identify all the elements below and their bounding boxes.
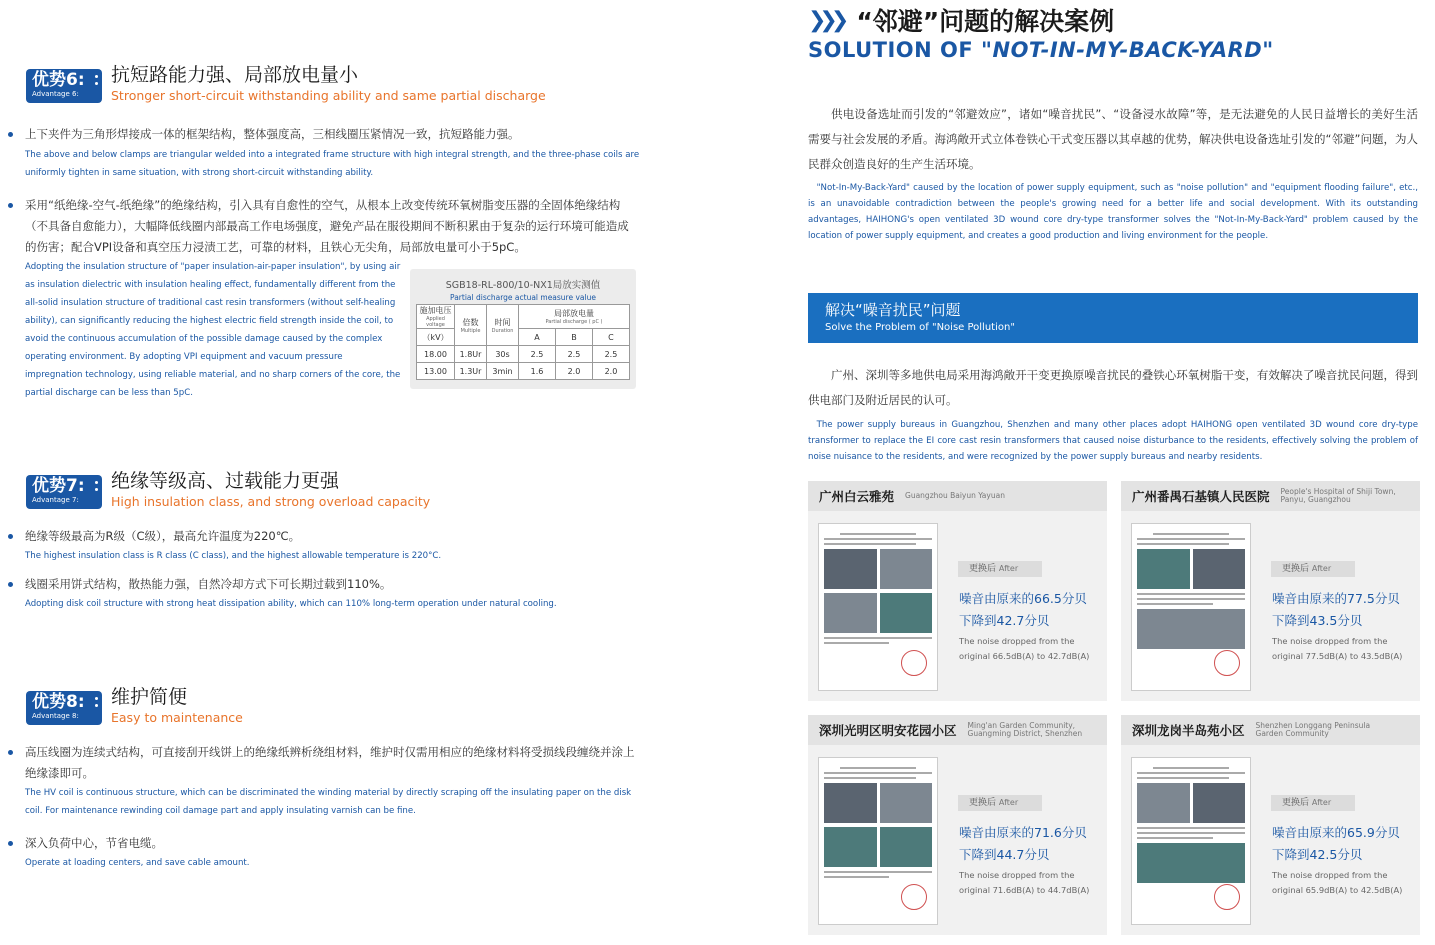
bullet-icon [8, 203, 13, 208]
badge-label-cn: 优势8: [32, 692, 85, 712]
point-text-en: Operate at loading centers, and save cable amount. [25, 858, 250, 868]
section-title-cn: “邻避”问题的解决案例 [856, 7, 1115, 36]
noise-before: 噪音由原来的71.6分贝 [959, 825, 1087, 840]
point-text-cn: 深入负荷中心，节省电缆。 [25, 836, 163, 850]
intro-paragraph [808, 102, 1418, 244]
after-tag: 更换后 After [1271, 795, 1355, 811]
advantage-8-point-2 [8, 833, 640, 872]
test-report-image [1131, 757, 1251, 925]
advantage-7-title-cn: 绝缘等级高、过载能力更强 [111, 470, 340, 492]
noise-before: 噪音由原来的77.5分贝 [1272, 591, 1400, 606]
point-text-en: Adopting the insulation structure of "paper insulation-air-paper insulation", by using air as insulation dielectric with insulation healing effect, fundamentally different from the all-solid insulation structure of traditional cast resin transformers (without self-healing ability), can significantly reducing the highest electric field strength inside the coil, to avoid the continuous accumulation of the possible damage caused by the complex operating environment. By adopting VPI equipment and vacuum pressure impregnation technology, using reliable material, and no sharp corners of the core, the partial discharge can be less than 5pC. [25, 262, 401, 398]
point-text-cn: 上下夹件为三角形焊接成一体的框架结构，整体强度高，三相线圈压紧情况一致，抗短路能力强。 [25, 127, 520, 141]
after-tag: 更换后 After [1271, 561, 1355, 577]
case-name: 广州番禺石基镇人民医院 [1132, 489, 1270, 504]
badge-label-en: Advantage 8: [32, 712, 79, 720]
advantage-7-header [26, 470, 431, 510]
noise-result-en: The noise dropped from the original 66.5dB(A) to 42.7dB(A) [959, 636, 1090, 661]
advantage-7-title-en: High insulation class, and strong overload capacity [111, 494, 431, 509]
advantage-8-point-1 [8, 742, 640, 820]
advantage-6-header [26, 64, 546, 104]
banner-title-cn: 解决“噪音扰民”问题 [825, 301, 961, 319]
case-subtitle: Shenzhen Longgang Peninsula Garden Community [1255, 721, 1371, 738]
table-caption-en: Partial discharge actual measure value [450, 293, 596, 302]
table-cell: 2.5 [519, 346, 556, 363]
banner-title-en: Solve the Problem of "Noise Pollution" [825, 322, 1015, 333]
advantage-7-badge [26, 475, 102, 509]
noise-after: 下降到42.5分贝 [1272, 847, 1363, 862]
advantage-7-point-1 [8, 526, 640, 565]
point-text-en: The HV coil is continuous structure, which can be discriminated the winding material by directly scraping off the insulating paper on the disk coil. For maintenance rewinding coil damage part and apply insulating varnish can be fine. [25, 788, 632, 816]
noise-before: 噪音由原来的65.9分贝 [1272, 825, 1400, 840]
point-text-cn: 高压线圈为连续式结构，可直接刮开线饼上的绝缘纸辨析绕组材料，维护时仅需用相应的绝缘材料将受损线段缠绕并涂上绝缘漆即可。 [25, 745, 635, 780]
case-name: 深圳光明区明安花园小区 [819, 723, 957, 738]
table-cell: 1.6 [519, 363, 556, 380]
seal-stamp [901, 884, 927, 910]
badge-label-en: Advantage 7: [32, 496, 79, 504]
test-report-image [1131, 523, 1251, 691]
bullet-icon [8, 750, 13, 755]
badge-label-cn: 优势7: [32, 476, 85, 496]
noise-paragraph [808, 363, 1418, 465]
table-cell: 3min [487, 363, 519, 380]
noise-text-cn: 广州、深圳等多地供电局采用海鸿敞开干变更换原噪音扰民的叠铁心环氧树脂干变，有效解决了噪音扰民问题，得到供电部门及附近居民的认可。 [808, 368, 1418, 407]
bullet-icon [8, 534, 13, 539]
header-voltage: 施加电压 Applied voltage [417, 305, 455, 329]
noise-after: 下降到44.7分贝 [959, 847, 1050, 862]
bullet-icon [8, 841, 13, 846]
header-kv: （kV） [417, 329, 455, 346]
after-tag: 更换后 After [958, 561, 1042, 577]
table-cell: 2.0 [592, 363, 629, 380]
table-cell: 1.8Ur [455, 346, 487, 363]
table-cell: 30s [487, 346, 519, 363]
seal-stamp [1214, 650, 1240, 676]
after-tag: 更换后 After [958, 795, 1042, 811]
noise-after: 下降到42.7分贝 [959, 613, 1050, 628]
table-row [417, 346, 630, 363]
advantage-6-point-1 [8, 124, 640, 182]
intro-text-en: "Not-In-My-Back-Yard" caused by the location of power supply equipment, such as "noise pollution" and "equipment flooding failure", etc., is an unavoidable contradiction between the people's growing need for a better life and social development. With its outstanding advantages, HAIHONG's open ventilated 3D wound core dry-type transformer solves the "Not-In-My-Back-Yard" problem caused by the location of power supply equipment, and creates a good production and living environment for the people. [808, 183, 1418, 241]
seal-stamp [901, 650, 927, 676]
case-subtitle: Guangzhou Baiyun Yayuan [905, 491, 1005, 500]
header-phase-c: C [592, 329, 629, 346]
noise-text-en: The power supply bureaus in Guangzhou, Shenzhen and many other places adopt HAIHONG open ventilated 3D wound core dry-type transformer to replace the EI core cast resin transformers that caused noise disturbance to the residents, effectively solving the problem of noise nuisance to the residents, and were recognized by the power supply bureaus and nearby residents. [808, 420, 1418, 462]
point-text-en: The above and below clamps are triangular welded into a integrated frame structure with high integral strength, and the three-phase coils are uniformly tighten in same situation, with strong short-circuit withstanding ability. [25, 150, 640, 178]
advantage-7-point-2 [8, 574, 640, 613]
table-row [417, 363, 630, 380]
noise-solution-banner [808, 293, 1418, 343]
table-cell: 1.3Ur [455, 363, 487, 380]
point-text-cn: 采用“纸绝缘-空气-纸绝缘”的绝缘结构，引入具有自愈性的空气，从根本上改变传统环氧树脂变压器的全固体绝缘结构（不具备自愈能力），大幅降低线圈内部最高工作电场强度，避免产品在服役期间不断积累由于复杂的运行环境可能造成的伤害；配合VPI设备和真空压力浸渍工艺，可靠的材料，且铁心无尖角，局部放电量可小于5pC。 [25, 198, 629, 254]
noise-result-en: The noise dropped from the original 65.9dB(A) to 42.5dB(A) [1272, 870, 1403, 895]
header-phase-b: B [555, 329, 592, 346]
header-partial-discharge: 局部放电量 Partial discharge ( pC ) [519, 305, 630, 329]
point-text-en: The highest insulation class is R class (C class), and the highest allowable temperature is 220°C. [25, 551, 442, 561]
case-subtitle: People's Hospital of Shiji Town, Panyu, Guangzhou [1280, 487, 1396, 504]
advantage-8-title-en: Easy to maintenance [111, 710, 243, 725]
table-cell: 13.00 [417, 363, 455, 380]
test-report-image [818, 757, 938, 925]
noise-result-en: The noise dropped from the original 77.5dB(A) to 43.5dB(A) [1272, 636, 1403, 661]
section-title-en: SOLUTION OF "NOT-IN-MY-BACK-YARD" [808, 38, 1274, 62]
noise-before: 噪音由原来的66.5分贝 [959, 591, 1087, 606]
badge-label-cn: 优势6: [32, 70, 85, 90]
noise-after: 下降到43.5分贝 [1272, 613, 1363, 628]
badge-label-en: Advantage 6: [32, 90, 79, 98]
case-name: 广州白云雅苑 [819, 489, 895, 504]
bullet-icon [8, 582, 13, 587]
case-card [1121, 715, 1420, 935]
case-card [808, 715, 1107, 935]
table-cell: 2.0 [555, 363, 592, 380]
case-card [808, 481, 1107, 701]
advantage-6-badge [26, 69, 102, 103]
table-cell: 2.5 [555, 346, 592, 363]
intro-text-cn: 供电设备选址而引发的“邻避效应”，诸如“噪音扰民”、“设备浸水故障”等，是无法避免的人民日益增长的美好生活需要与社会发展的矛盾。海鸿敞开式立体卷铁心干式变压器以其卓越的优势，解决供电设备选址引发的“邻避”问题，为人民群众创造良好的生产生活环境。 [808, 107, 1418, 171]
header-phase-a: A [519, 329, 556, 346]
partial-discharge-table [416, 304, 630, 380]
point-text-cn: 绝缘等级最高为R级（C级），最高允许温度为220℃。 [25, 529, 301, 543]
table-caption-cn: SGB18-RL-800/10-NX1局放实测值 [445, 280, 601, 291]
point-text-cn: 线圈采用饼式结构，散热能力强，自然冷却方式下可长期过载到110%。 [25, 577, 392, 591]
advantage-6-title-cn: 抗短路能力强、局部放电量小 [111, 64, 359, 86]
table-cell: 2.5 [592, 346, 629, 363]
seal-stamp [1214, 884, 1240, 910]
case-card [1121, 481, 1420, 701]
bullet-icon [8, 132, 13, 137]
section-title [808, 2, 1114, 38]
advantage-8-badge [26, 691, 102, 725]
point-text-en: Adopting disk coil structure with strong heat dissipation ability, which can 110% long-term operation under natural cooling. [25, 599, 557, 609]
case-subtitle: Ming'an Garden Community, Guangming District, Shenzhen [967, 721, 1083, 738]
partial-discharge-table-panel [410, 269, 636, 389]
test-report-image [818, 523, 938, 691]
table-cell: 18.00 [417, 346, 455, 363]
header-multiple: 倍数 Multiple [455, 305, 487, 346]
case-name: 深圳龙岗半岛苑小区 [1132, 723, 1245, 738]
triple-chevron-icon: ❯❯❯ [808, 7, 843, 33]
noise-result-en: The noise dropped from the original 71.6dB(A) to 44.7dB(A) [959, 870, 1090, 895]
advantage-6-title-en: Stronger short-circuit withstanding ability and same partial discharge [111, 88, 546, 103]
advantage-8-title-cn: 维护简便 [111, 686, 188, 708]
header-time: 时间 Duration [487, 305, 519, 346]
advantage-8-header [26, 686, 243, 726]
